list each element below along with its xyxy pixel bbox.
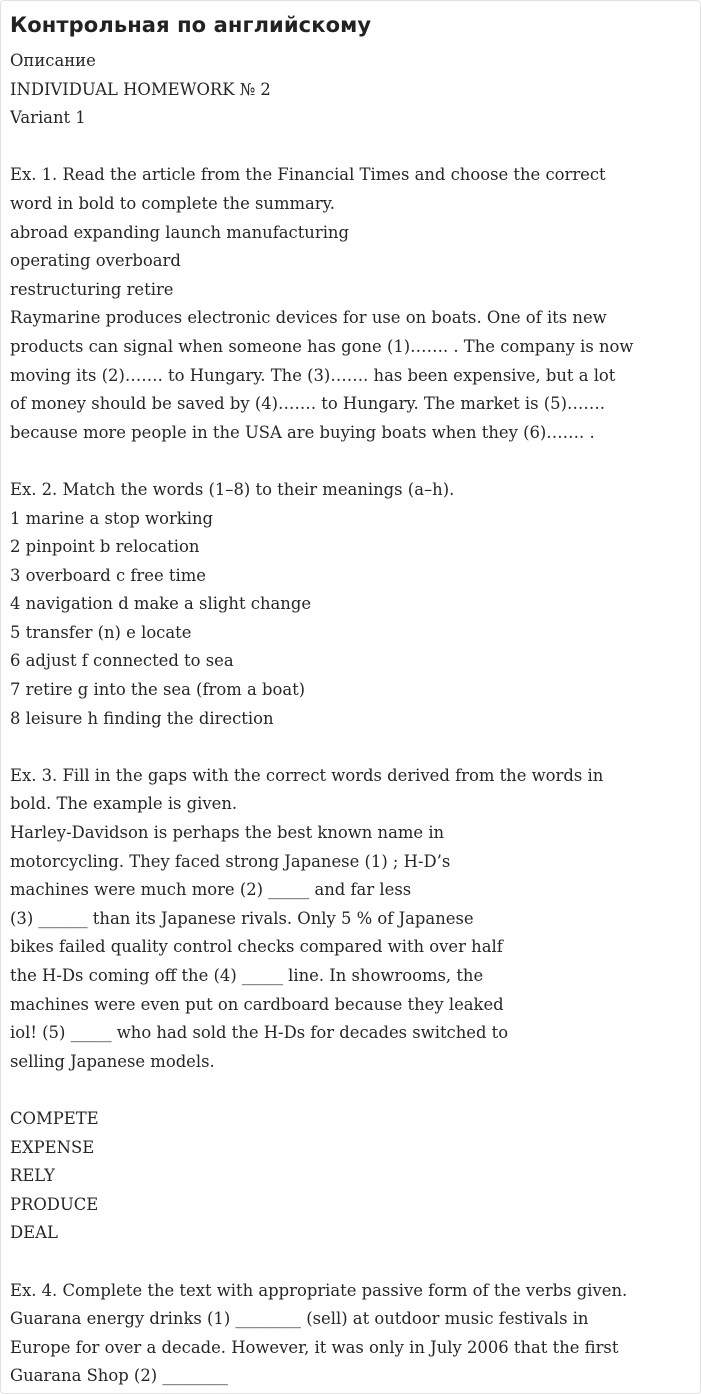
text-line: 2 pinpoint b relocation (10, 537, 200, 557)
text-line: products can signal when someone has gone (1)……. . The company is now (10, 336, 634, 356)
text-line: Ex. 3. Fill in the gaps with the correct words derived from the words in (10, 765, 604, 785)
text-line: Ex. 4. Complete the text with appropriate passive form of the verbs given. (10, 1280, 628, 1300)
text-line: bikes failed quality control checks compared with over half (10, 937, 503, 957)
text-line: machines were even put on cardboard because they leaked (10, 994, 504, 1014)
text-line: Guarana Shop (2) ________ (10, 1366, 228, 1386)
text-line: the H-Ds coming off the (4) _____ line. In showrooms, the (10, 966, 484, 985)
text-line: Guarana energy drinks (1) ________ (sell) at outdoor music festivals in (10, 1309, 589, 1329)
text-line: bold. The example is given. (10, 794, 238, 814)
text-line: abroad expanding launch manufacturing (10, 222, 349, 242)
text-line: 4 navigation d make a slight change (10, 594, 312, 614)
text-line: machines were much more (2) _____ and far less (10, 880, 412, 900)
text-line: motorcycling. They faced strong Japanese (1) ; H-D’s (10, 851, 451, 871)
text-line (10, 133, 696, 162)
text-line: 8 leisure h finding the direction (10, 708, 274, 728)
text-line (10, 1248, 696, 1277)
text-line: moving its (2)……. to Hungary. The (3)……. has been expensive, but a lot (10, 365, 616, 385)
text-line: RELY (10, 1166, 55, 1186)
text-line: selling Japanese models. (10, 1051, 215, 1071)
text-line: 6 adjust f connected to sea (10, 651, 234, 671)
text-line: Описание (10, 51, 96, 70)
text-line: Ex. 1. Read the article from the Financial Times and choose the correct (10, 165, 606, 185)
text-line: 7 retire g into the sea (from a boat) (10, 680, 306, 700)
text-line: operating overboard (10, 251, 181, 271)
text-line: DEAL (10, 1223, 58, 1243)
assignment-description (10, 47, 696, 1391)
text-line: because more people in the USA are buying boats when they (6)……. . (10, 422, 595, 442)
text-line: of money should be saved by (4)……. to Hungary. The market is (5)……. (10, 394, 605, 414)
page-title: Контрольная по английскому (10, 13, 372, 37)
text-line: Ex. 2. Match the words (1–8) to their meanings (a–h). (10, 479, 455, 499)
text-line: restructuring retire (10, 279, 174, 299)
text-line: INDIVIDUAL HOMEWORK № 2 (10, 79, 271, 99)
text-line: Harley-Davidson is perhaps the best known name in (10, 823, 445, 843)
text-line: PRODUCE (10, 1194, 99, 1214)
text-line: COMPETE (10, 1108, 99, 1128)
text-line (10, 447, 696, 476)
text-line: Raymarine produces electronic devices for use on boats. One of its new (10, 308, 607, 328)
text-line: 5 transfer (n) e locate (10, 622, 192, 642)
text-line: Variant 1 (10, 108, 86, 128)
text-line (10, 1076, 696, 1105)
text-line: EXPENSE (10, 1137, 95, 1157)
text-line: iol! (5) _____ who had sold the H-Ds for decades switched to (10, 1023, 509, 1043)
text-line: 3 overboard c free time (10, 565, 206, 585)
text-line: 1 marine a stop working (10, 508, 214, 528)
text-line: word in bold to complete the summary. (10, 193, 335, 213)
text-line: Europe for over a decade. However, it was only in July 2006 that the first (10, 1337, 619, 1357)
text-line (10, 733, 696, 762)
text-line: (3) ______ than its Japanese rivals. Only 5 % of Japanese (10, 908, 474, 928)
